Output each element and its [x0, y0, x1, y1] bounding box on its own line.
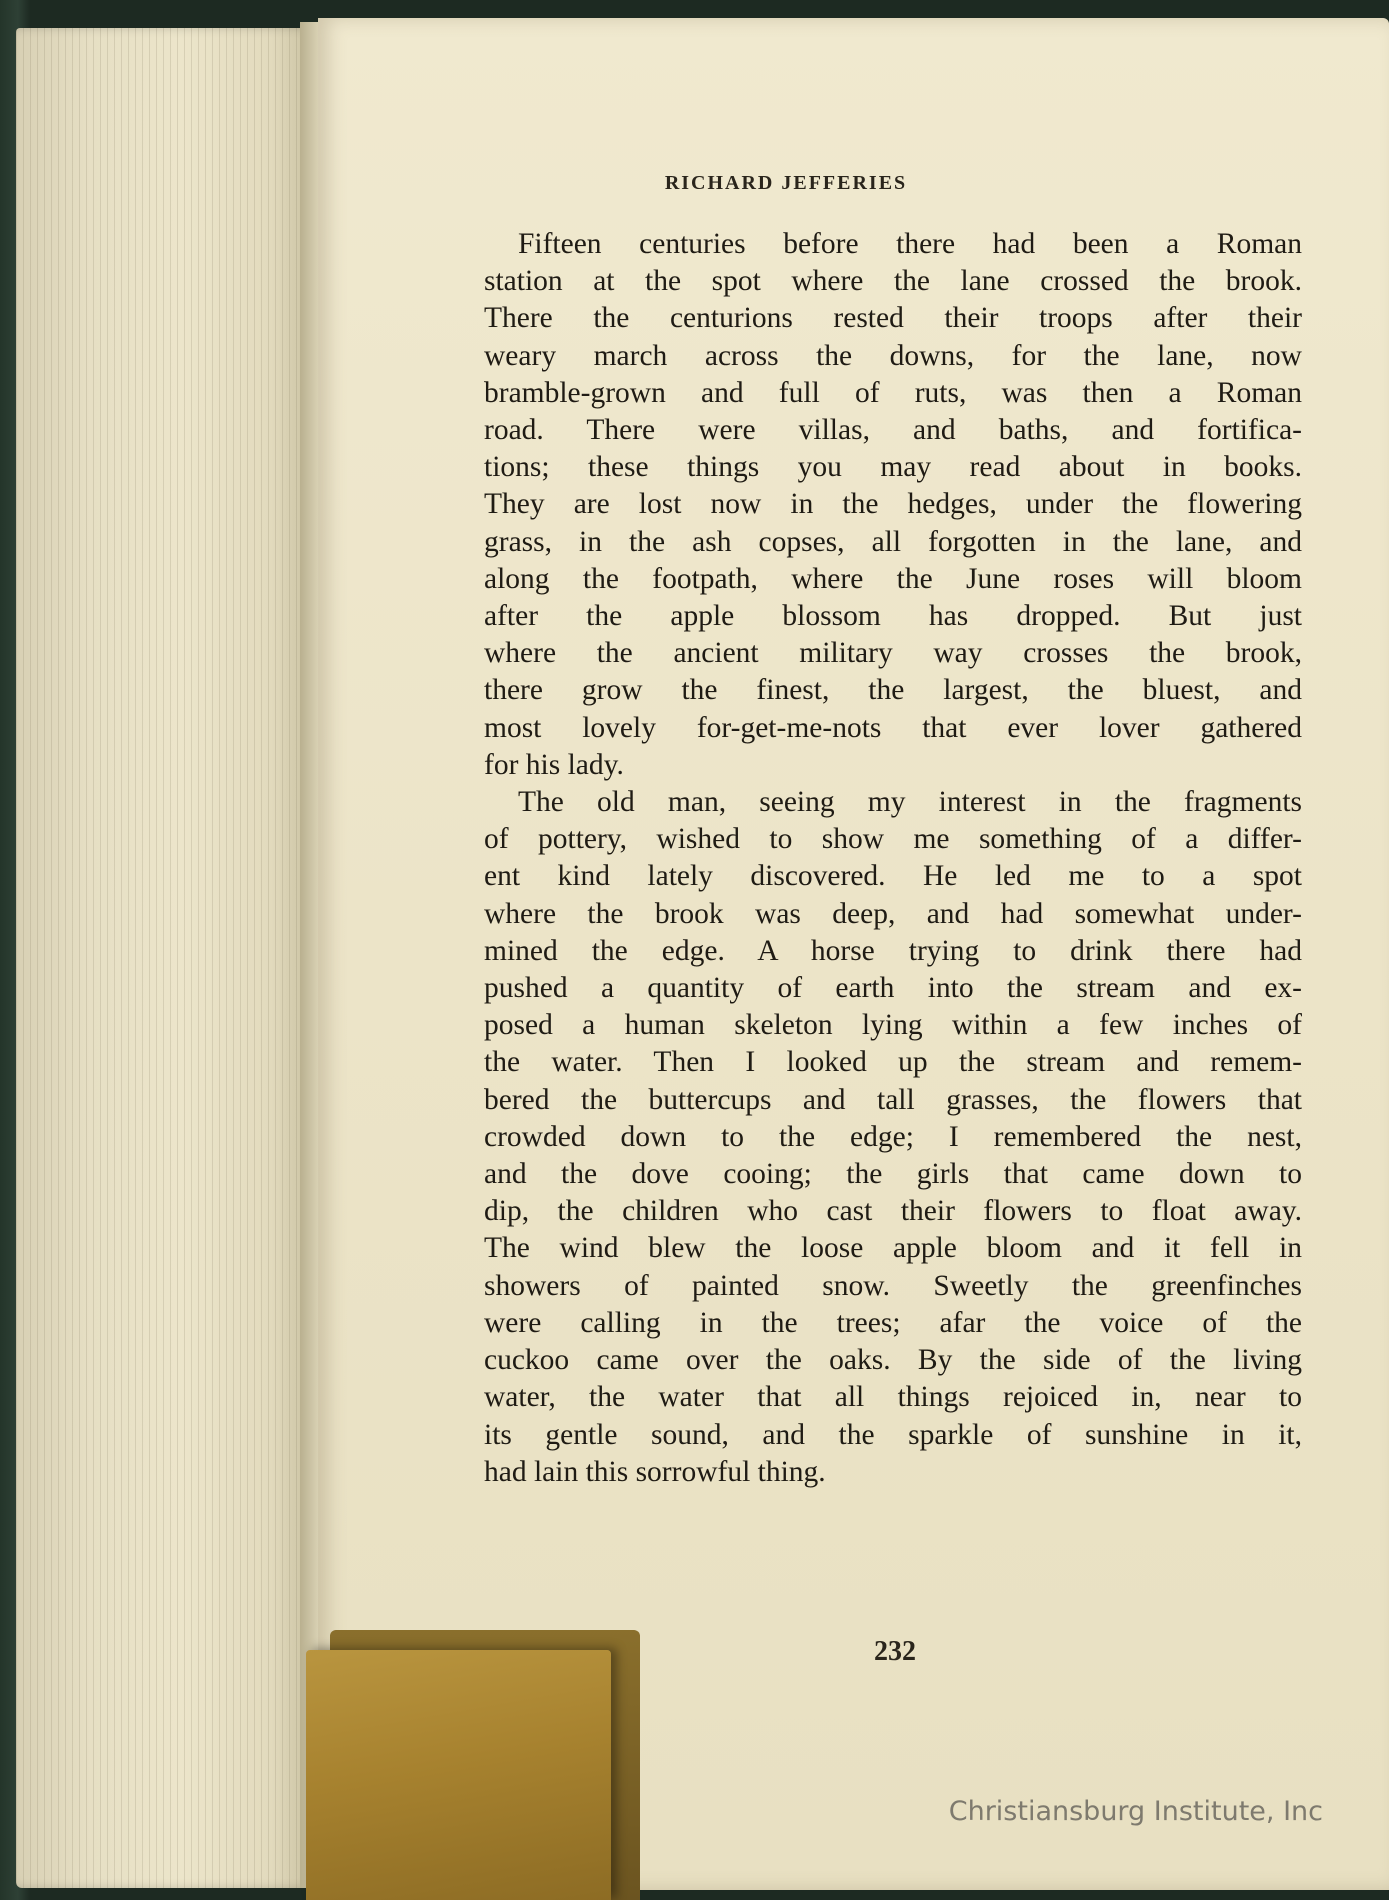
page-edges-stack — [16, 28, 316, 1888]
paragraph-2 — [484, 784, 1302, 1491]
text-line: road. There were villas, and baths, and fortifica- — [484, 414, 1302, 447]
text-line: there grow the finest, the largest, the bluest, and — [484, 674, 1302, 707]
text-line: for his lady. — [484, 748, 624, 781]
page-number: 232 — [874, 1636, 916, 1667]
text-line: weary march across the downs, for the lane, now — [484, 339, 1302, 372]
book-weight — [306, 1650, 611, 1900]
text-line: grass, in the ash copses, all forgotten in the lane, and — [484, 525, 1302, 558]
text-line: bered the buttercups and tall grasses, the flowers that — [484, 1083, 1302, 1116]
text-line: posed a human skeleton lying within a few inches of — [484, 1009, 1302, 1042]
text-line: along the footpath, where the June roses will bloom — [484, 562, 1302, 595]
paragraph-1 — [484, 226, 1302, 784]
text-line: after the apple blossom has dropped. But just — [484, 600, 1302, 633]
text-line: and the dove cooing; the girls that came down to — [484, 1158, 1302, 1191]
watermark: Christiansburg Institute, Inc — [948, 1796, 1323, 1827]
text-line: The wind blew the loose apple bloom and it fell in — [484, 1232, 1302, 1265]
running-head: RICHARD JEFFERIES — [664, 172, 908, 194]
text-line: There the centurions rested their troops after their — [484, 302, 1302, 335]
text-line: water, the water that all things rejoiced in, near to — [484, 1381, 1302, 1414]
text-line: the water. Then I looked up the stream and remem- — [484, 1046, 1302, 1079]
text-line: dip, the children who cast their flowers to float away. — [484, 1195, 1302, 1228]
text-line: The old man, seeing my interest in the fragments — [518, 786, 1302, 819]
text-line: crowded down to the edge; I remembered the nest, — [484, 1120, 1302, 1153]
text-line: where the ancient military way crosses the brook, — [484, 637, 1302, 670]
text-line: They are lost now in the hedges, under the flowering — [484, 488, 1302, 521]
text-line: Fifteen centuries before there had been a Roman — [518, 228, 1302, 260]
text-line: cuckoo came over the oaks. By the side of the living — [484, 1344, 1302, 1377]
text-line: mined the edge. A horse trying to drink there had — [484, 934, 1302, 967]
text-line: its gentle sound, and the sparkle of sunshine in it, — [484, 1418, 1302, 1451]
body-text — [484, 226, 1302, 1491]
text-line: station at the spot where the lane crossed the brook. — [484, 265, 1302, 298]
text-line: of pottery, wished to show me something of a differ- — [484, 823, 1302, 856]
text-line: most lovely for-get-me-nots that ever lover gathered — [484, 711, 1302, 744]
text-line: where the brook was deep, and had somewhat under- — [484, 897, 1302, 930]
text-line: tions; these things you may read about in books. — [484, 451, 1302, 484]
text-line: had lain this sorrowful thing. — [484, 1455, 826, 1488]
text-line: ent kind lately discovered. He led me to a spot — [484, 860, 1302, 893]
text-line: showers of painted snow. Sweetly the greenfinches — [484, 1269, 1302, 1302]
text-line: pushed a quantity of earth into the stream and ex- — [484, 972, 1302, 1005]
text-line: were calling in the trees; afar the voice of the — [484, 1306, 1302, 1339]
text-line: bramble-grown and full of ruts, was then a Roman — [484, 376, 1302, 409]
